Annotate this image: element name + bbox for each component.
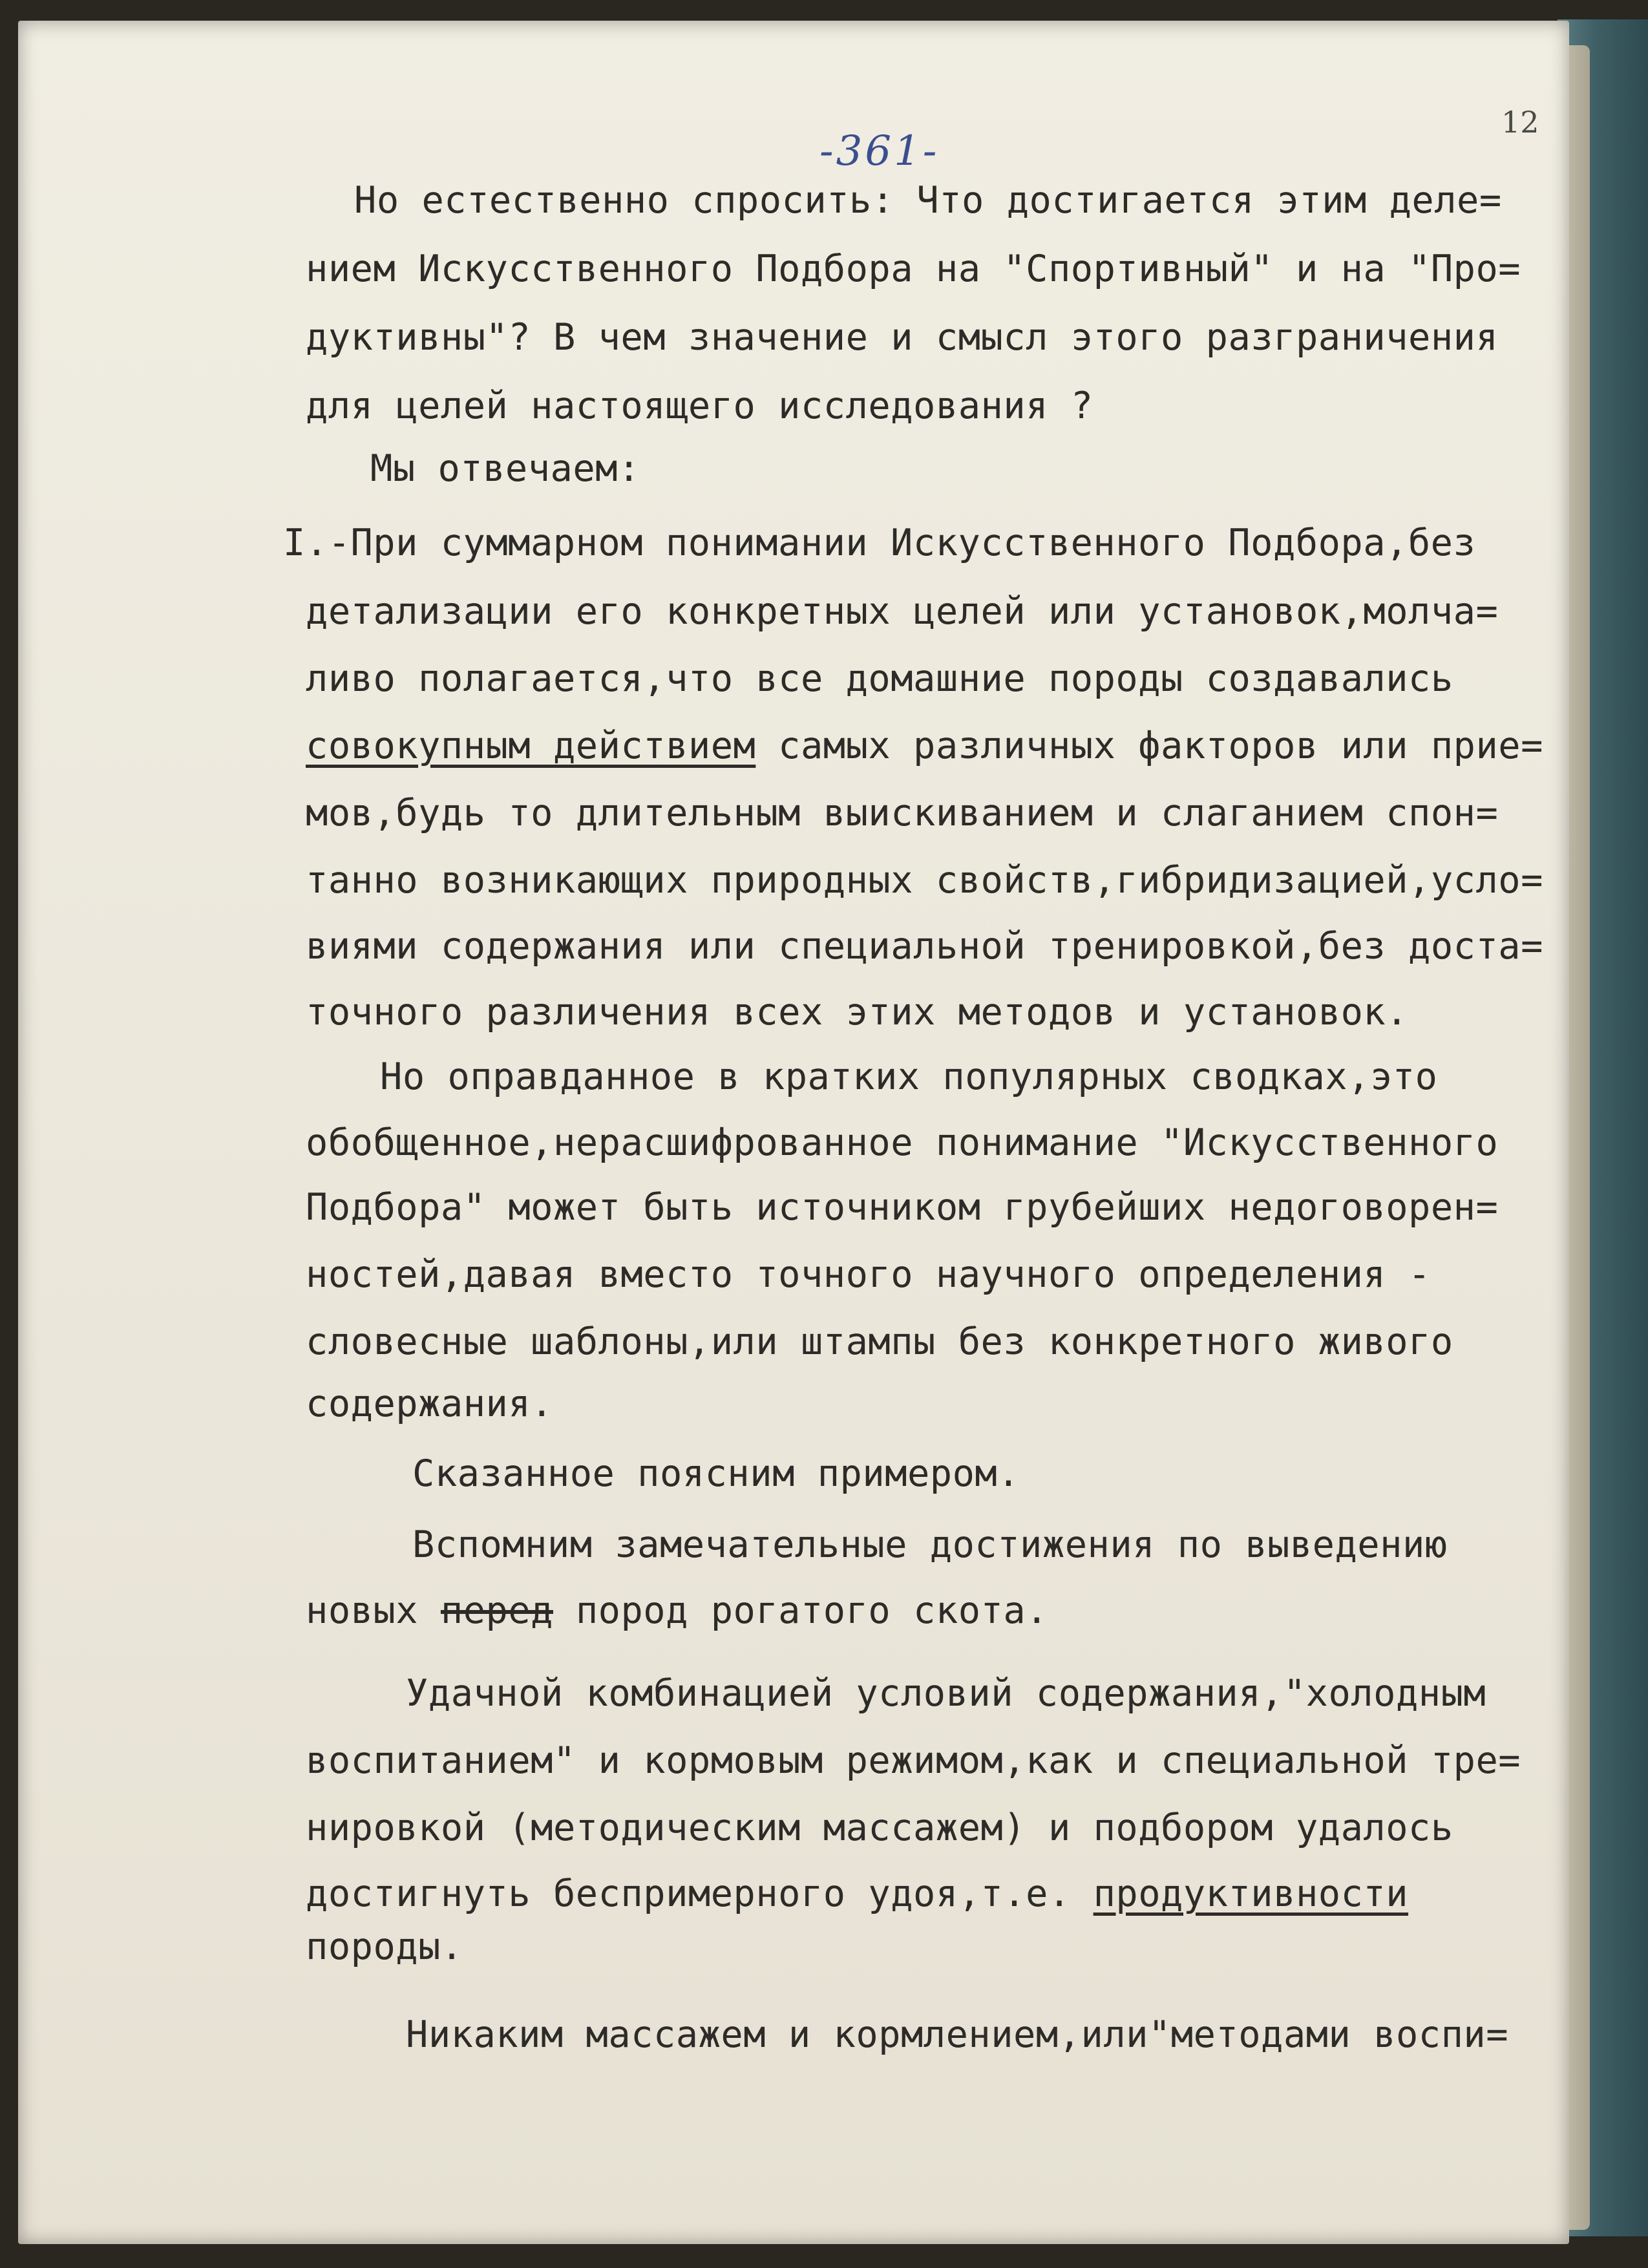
text-line: танно возникающих природных свойств,гибридизацией,усло= xyxy=(306,859,1543,902)
text-segment: самых различных факторов или прие= xyxy=(755,725,1543,767)
text-line: Никаким массажем и кормлением,или"методами воспи= xyxy=(406,2013,1509,2056)
text-line: нием Искусственного Подбора на "Спортивный" и на "Про= xyxy=(306,248,1521,290)
text-line: ностей,давая вместо точного научного определения - xyxy=(306,1253,1431,1296)
text-line: Подбора" может быть источником грубейших недоговорен= xyxy=(306,1186,1499,1229)
text-line: Но естественно спросить: Что достигается этим деле= xyxy=(354,179,1502,222)
text-line: мов,будь то длительным выискиванием и слаганием спон= xyxy=(306,792,1499,834)
text-line: содержания. xyxy=(306,1383,553,1425)
typewritten-page xyxy=(18,21,1569,2244)
text-line: нировкой (методическим массажем) и подбором удалось xyxy=(306,1807,1453,1849)
text-line: Удачной комбинацией условий содержания,"холодным xyxy=(406,1672,1486,1715)
text-line: детализации его конкретных целей или установок,молча= xyxy=(306,590,1499,633)
text-line: воспитанием" и кормовым режимом,как и специальной тре= xyxy=(306,1739,1521,1782)
text-line: Сказанное поясним примером. xyxy=(412,1452,1020,1495)
handwritten-page-number: -361- xyxy=(819,127,940,175)
text-line: Мы отвечаем: xyxy=(370,447,640,490)
text-line: Но оправданное в кратких популярных сводках,это xyxy=(380,1055,1438,1098)
text-line: дуктивны"? В чем значение и смысл этого разграничения xyxy=(306,316,1499,359)
underlined-phrase: совокупным действием xyxy=(306,725,756,767)
underlined-phrase: продуктивности xyxy=(1093,1872,1409,1915)
folio-number: 12 xyxy=(1501,105,1539,140)
text-line: для целей настоящего исследования ? xyxy=(306,385,1093,427)
text-line: ливо полагается,что все домашние породы создавались xyxy=(306,657,1453,700)
text-segment: пород рогатого скота. xyxy=(553,1589,1048,1632)
text-line xyxy=(306,1872,1409,1915)
struck-word: перед xyxy=(440,1589,553,1632)
text-segment: достигнуть беспримерного удоя,т.е. xyxy=(306,1872,1093,1915)
text-line: точного различения всех этих методов и установок. xyxy=(306,991,1409,1033)
text-line xyxy=(306,1589,1048,1632)
text-segment: новых xyxy=(306,1589,441,1632)
text-line: Вспомним замечательные достижения по выведению xyxy=(412,1523,1448,1566)
text-line: словесные шаблоны,или штампы без конкретного живого xyxy=(306,1320,1453,1363)
text-line xyxy=(306,725,1543,767)
text-line: породы. xyxy=(306,1925,463,1968)
text-line: виями содержания или специальной тренировкой,без доста= xyxy=(306,925,1543,968)
text-line: I.-При суммарном понимании Искусственного Подбора,без xyxy=(283,522,1476,564)
text-line: обобщенное,нерасшифрованное понимание "Искусственного xyxy=(306,1121,1499,1164)
